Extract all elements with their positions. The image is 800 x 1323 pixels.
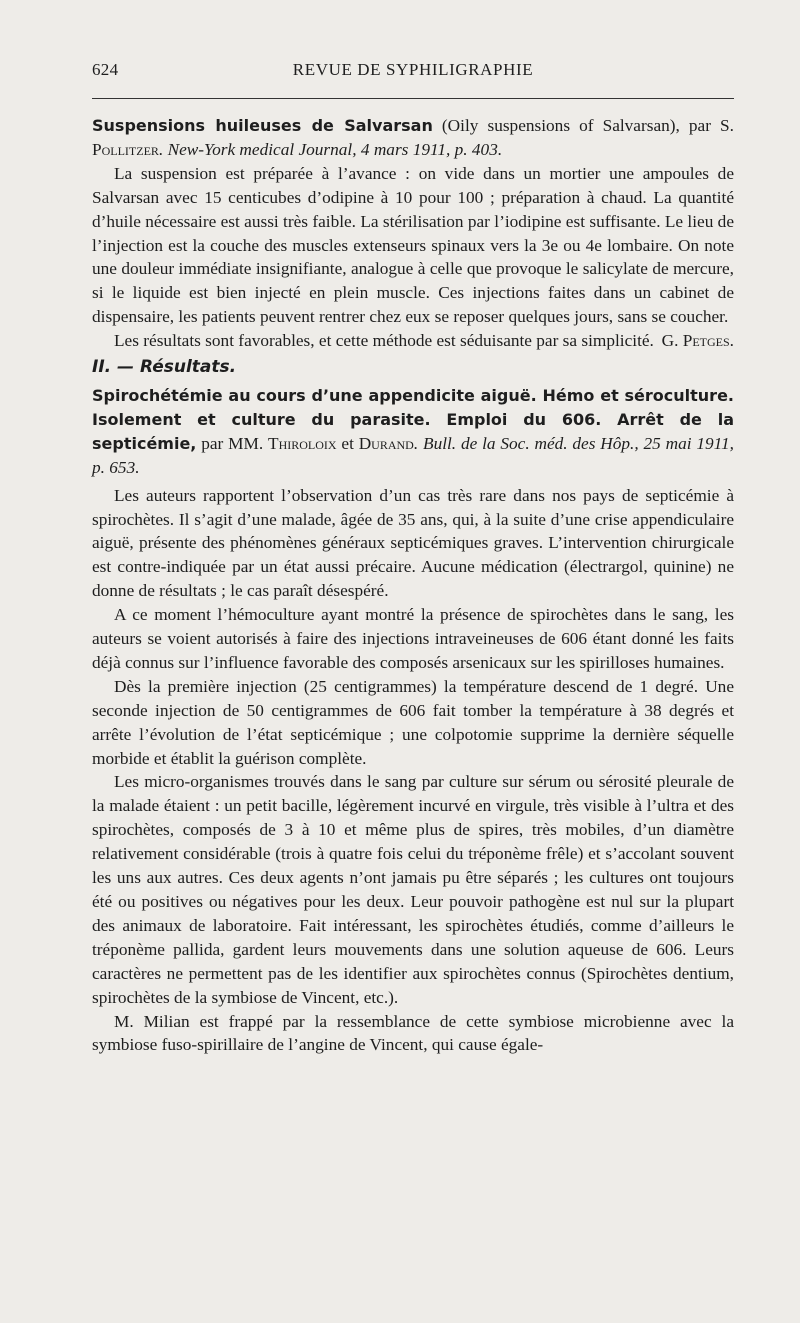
article1-title: Suspensions huileuses de Salvarsan [92,116,433,135]
article1-title-translation: (Oily suspensions of Salvarsan), par S. [432,116,734,135]
running-header [92,60,734,88]
article2-paragraph-2: A ce moment l’hémoculture ayant montré la présence de spirochètes dans le sang, les auteurs se voient autorisés à faire des injections intraveineuses de 606 étant donné les faits déjà connus sur l’influence favorable des composés arsenicaux sur les spirilloses humaines. [92,605,734,672]
article2-source: . Bull. de la Soc. méd. des Hôp., 25 mai 1911, p. 653. [92,433,734,477]
header-rule [92,98,734,99]
article1-paragraph-2: Les résultats sont favorables, et cette méthode est séduisante par sa simplicité. [114,331,654,351]
article2-paragraph-1: Les auteurs rapportent l’observation d’un cas très rare dans nos pays de septicémie à spirochètes. Il s’agit d’une malade, âgée de 35 ans, qui, à la suite d’une crise appendiculaire aiguë, présente des phénomènes généraux septicémiques graves. L’intervention chirurgicale est contre-indiquée par un état aussi précaire. Aucune médication (électrargol, quinine) ne donne de résultats ; le cas paraît désespéré. [92,485,734,601]
journal-title: REVUE DE SYPHILIGRAPHIE [292,60,534,79]
article2-paragraph-3: Dès la première injection (25 centigrammes) la température descend de 1 degré. Une seconde injection de 50 centigrammes de 606 fait tomber la température à 38 degrés et arrête l’évolution de l’état septicémique ; une colpotomie supprime la dernière séquelle morbide et établit la guérison complète. [92,676,734,768]
article2-author-2: Durand [358,433,414,453]
section-heading: II. — Résultats. [92,357,237,378]
article2-paragraph-5: M. Milian est frappé par la ressemblance de cette symbiose microbienne avec la symbiose fuso-spirillaire de l’angine de Vincent, qui cause égale- [92,1011,734,1055]
article1-paragraph-1: La suspension est préparée à l’avance : on vide dans un mortier une ampoules de Salvarsan avec 15 centicubes d’odipine à 10 pour 100 ; préparation à chaud. La quantité d’huile nécessaire est aussi très faible. La stérilisation par l’iodipine est suffisante. Le lieu de l’injection est la couche des muscles extenseurs spinaux vers la 3e ou 4e lombaire. On note une douleur immédiate insignifiante, analogue à celle que provoque le salicylate de mercure, si le liquide est bien injecté en plein muscle. Ces injections faites dans un cabinet de dispensaire, les patients peuvent rentrer chez eux se reposer quelques jours, sans se coucher. [92,163,734,327]
article2-by: par MM. [196,433,269,453]
page-body [92,114,734,1057]
article1-source: . New-York medical Journal, 4 mars 1911, p. 403. [158,139,503,159]
article1-signature: G. Petges. [661,331,734,351]
article2-paragraph-4: Les micro-organismes trouvés dans le sang par culture sur sérum ou sérosité pleurale de la malade étaient : un petit bacille, légèrement incurvé en virgule, très visible à l’ultra et des spirochètes, composés de 3 à 10 et même plus de spires, très mobiles, d’un diamètre relativement considérable (trois à quatre fois celui du tréponème frêle) et s’accolant souvent les uns aux autres. Ces deux agents n’ont jamais pu être séparés ; les cultures ont toujours été ou positives ou négatives pour les deux. Leur pouvoir pathogène est nul sur la plupart des animaux de laboratoire. Fait intéressant, les spirochètes étudiés, comme d’ailleurs le tréponème pallida, gardent leurs mouvements dans une solution aqueuse de 606. Leurs caractères ne permettent pas de les identifier aux spirochètes connus (Spirochètes dentium, spirochètes de la symbiose de Vincent, etc.). [92,772,734,1007]
article2-and: et [336,433,359,453]
page-number: 624 [92,60,119,79]
article2-author-1: Thiroloix [268,433,337,453]
article2-title: Spirochétémie au cours d’une appendicite aiguë. Hémo et séroculture. Isolement et culture du parasite. Emploi du 606. Arrêt de la septicémie, [92,385,734,453]
article1-heading [92,114,734,162]
article1-author: Pollitzer [92,139,159,159]
article2-heading [92,384,734,480]
